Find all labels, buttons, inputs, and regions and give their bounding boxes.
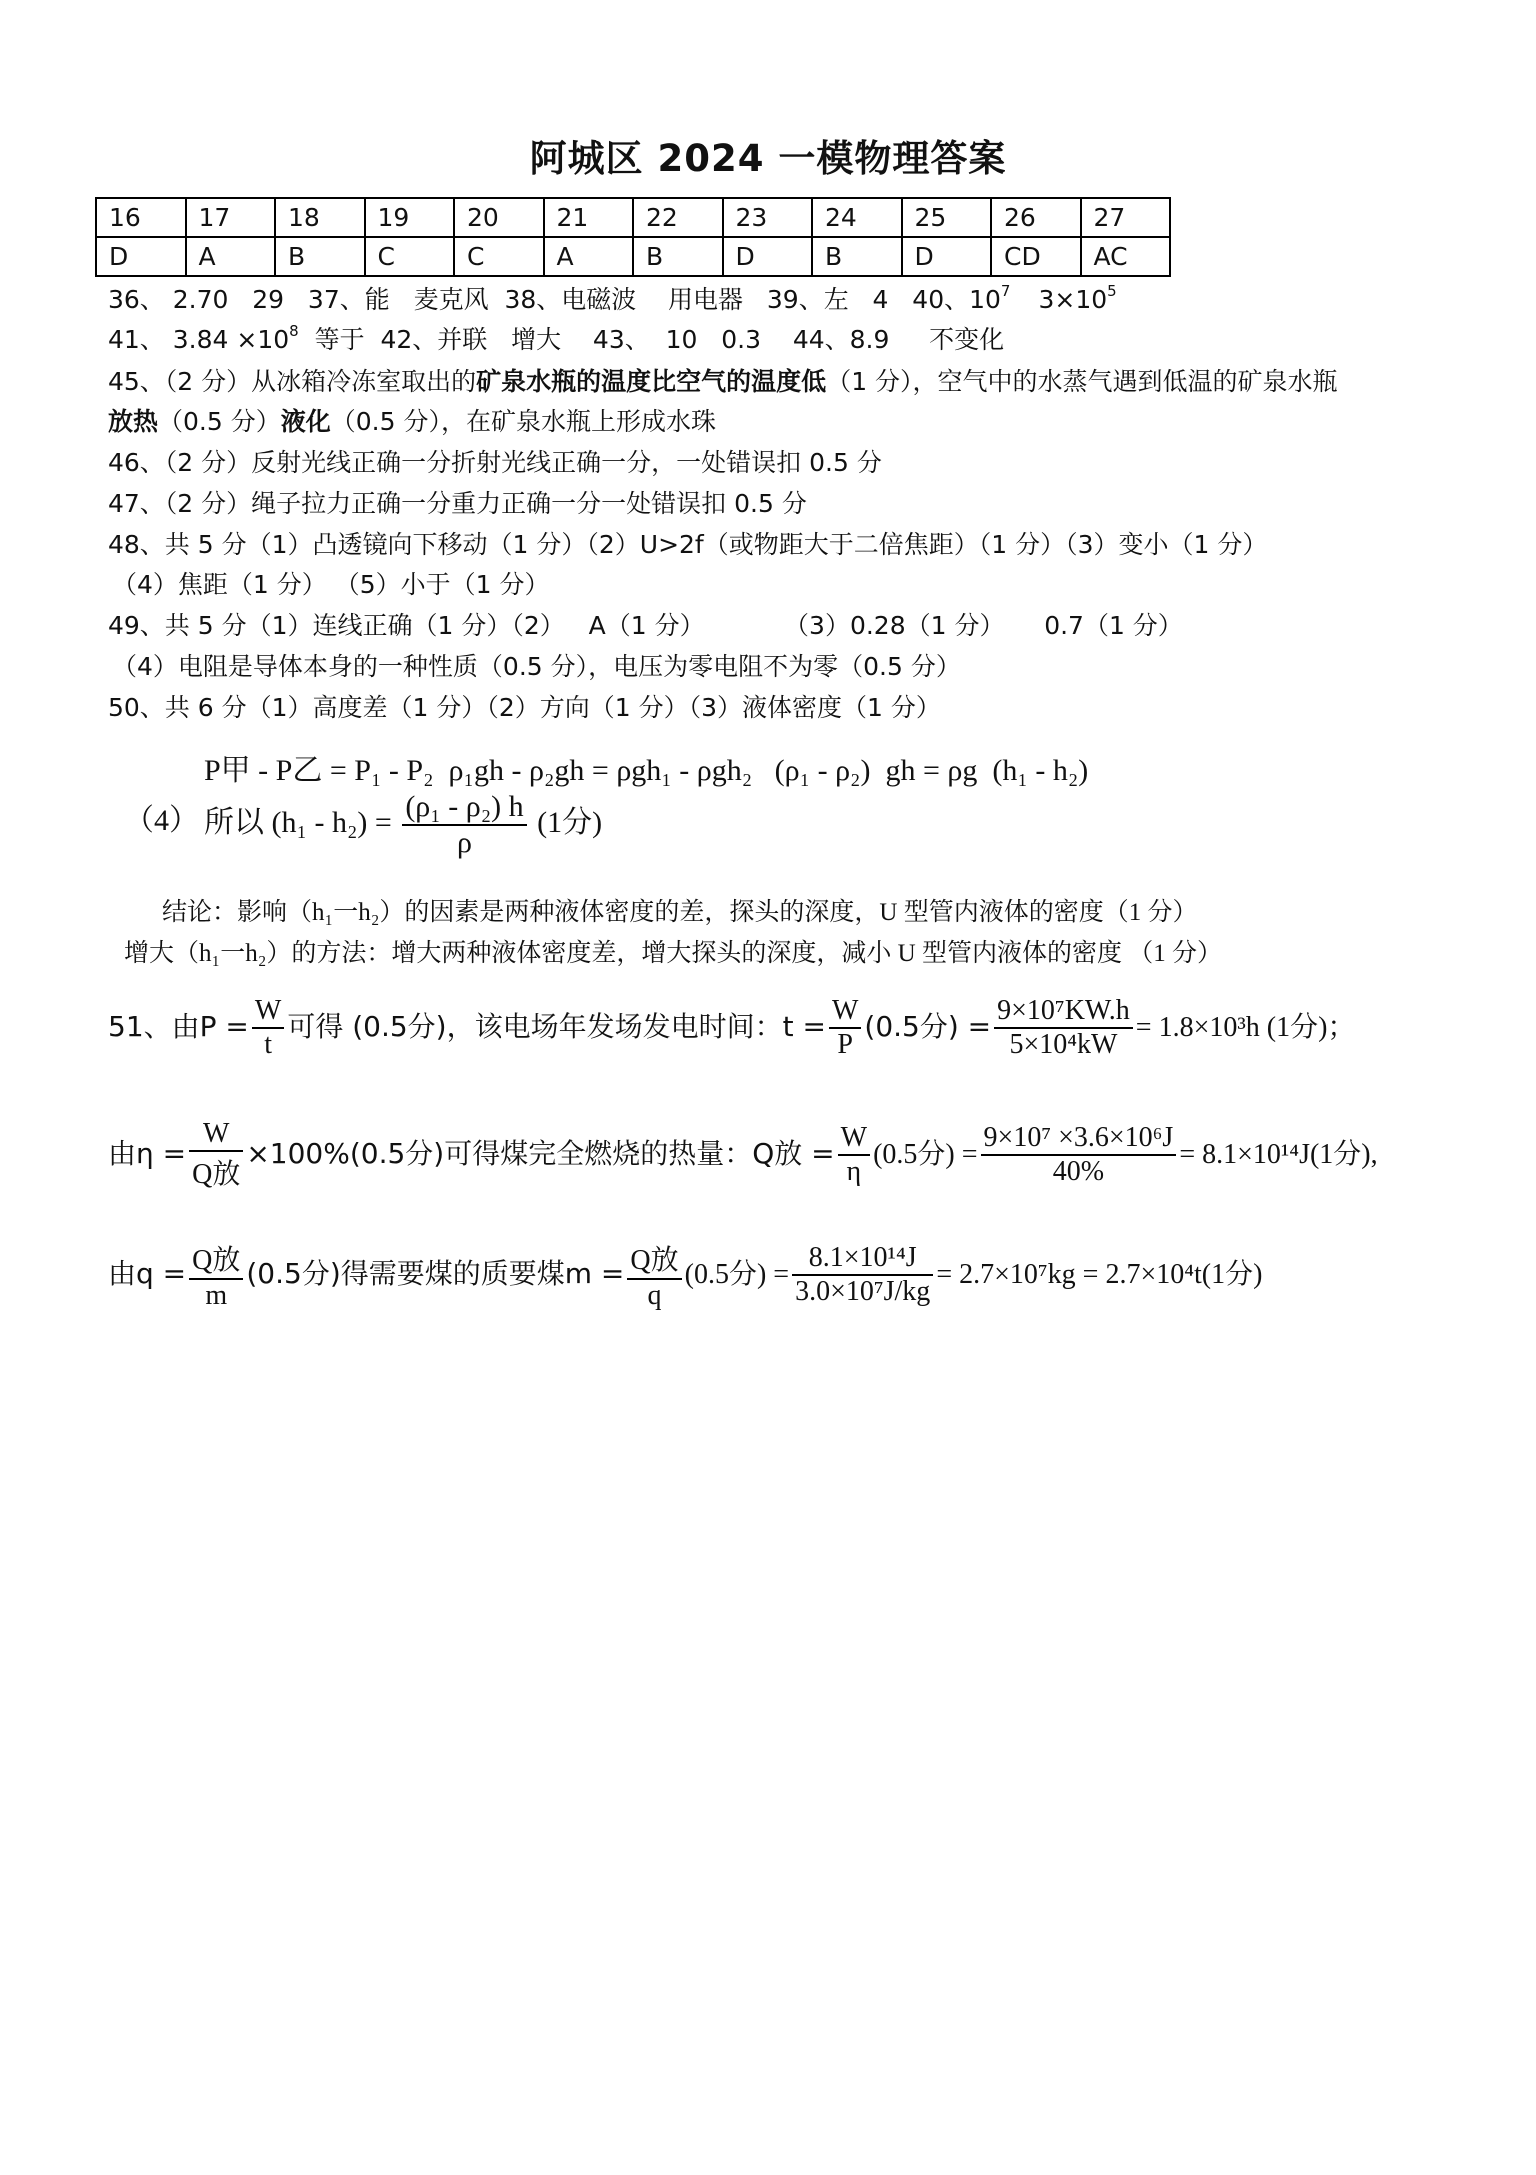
answer-line-45 bbox=[108, 365, 1338, 399]
numerator: 8.1×10¹⁴J bbox=[808, 1242, 917, 1273]
answer-cell: CD bbox=[991, 237, 1081, 276]
answer-line-50: 50、共 6 分（1）高度差（1 分）（2）方向（1 分）（3）液体密度（1 分） bbox=[108, 693, 941, 722]
choice-answer-table bbox=[95, 197, 1171, 277]
answer-line-47: 47、（2 分）绳子拉力正确一分重力正确一分一处错误扣 0.5 分 bbox=[108, 489, 807, 518]
answer-line-48-cont: （4）焦距（1 分） （5）小于（1 分） bbox=[112, 570, 550, 599]
answer-text: 等于 42、并联 增大 43、 10 0.3 44、8.9 不变化 bbox=[298, 325, 1005, 354]
page-title: 阿城区 2024 一模物理答案 bbox=[529, 137, 1007, 180]
numerator: 9×10⁷KW.h bbox=[997, 995, 1130, 1026]
denominator: Q放 bbox=[189, 1150, 243, 1192]
equation-text: (0.5分) = bbox=[864, 1010, 992, 1043]
answer-text: 41、 3.84 ×10 bbox=[108, 325, 290, 354]
answer-line-48: 48、共 5 分（1）凸透镜向下移动（1 分）（2）U>2f（或物距大于二倍焦距）（1 分）（3）变小（1 分） bbox=[108, 530, 1268, 559]
denominator: ρ bbox=[402, 824, 526, 860]
equation-text: = 1.8×10³h (1分)； bbox=[1135, 1012, 1356, 1043]
answer-keypoint: 放热 bbox=[108, 407, 159, 436]
answer-line-45-cont bbox=[108, 405, 716, 439]
equation-text: 51、由P = bbox=[108, 1010, 249, 1043]
answer-cell: D bbox=[96, 237, 186, 276]
numerator: W bbox=[840, 1122, 868, 1153]
denominator: 5×10⁴kW bbox=[994, 1027, 1133, 1061]
answer-cell: B bbox=[633, 237, 723, 276]
equation-height-difference bbox=[204, 790, 602, 860]
answer-cell: C bbox=[454, 237, 544, 276]
exponent: 8 bbox=[289, 322, 299, 340]
question-number-cell: 22 bbox=[633, 198, 723, 237]
fraction bbox=[627, 1238, 681, 1312]
exponent: 5 bbox=[1107, 282, 1117, 300]
exponent: 7 bbox=[1000, 282, 1011, 300]
numerator: Q放 bbox=[630, 1245, 679, 1276]
equation-text: = 2.7×10⁷kg = 2.7×10⁴t(1分) bbox=[936, 1259, 1263, 1290]
equation-text: 所以 (h₁ - h₂) = bbox=[204, 805, 392, 839]
question-number-cell: 17 bbox=[186, 198, 276, 237]
numerator: (ρ₁ - ρ₂) h bbox=[405, 790, 524, 823]
numerator: W bbox=[203, 1118, 230, 1149]
answer-text: （0.5 分），在矿泉水瓶上形成水珠 bbox=[330, 407, 716, 436]
question-number-cell: 20 bbox=[454, 198, 544, 237]
sub-question-label: （4） bbox=[124, 804, 199, 837]
answer-text: 3×10 bbox=[1038, 285, 1108, 314]
question-number-cell: 24 bbox=[812, 198, 902, 237]
equation-text: (0.5分)得需要煤的质要煤m = bbox=[246, 1257, 625, 1290]
answer-keypoint: 液化 bbox=[280, 407, 331, 436]
denominator: 40% bbox=[981, 1154, 1177, 1188]
numerator: 9×10⁷ ×3.6×10⁶J bbox=[983, 1122, 1174, 1153]
equation-text: 由q = bbox=[108, 1257, 187, 1290]
question-number-cell: 21 bbox=[544, 198, 634, 237]
denominator: t bbox=[252, 1027, 284, 1061]
denominator: η bbox=[838, 1154, 870, 1188]
equation-text: (0.5分) = bbox=[684, 1259, 790, 1290]
answer-line-51-time bbox=[108, 995, 1355, 1061]
answer-cell: A bbox=[544, 237, 634, 276]
answer-cell: C bbox=[365, 237, 455, 276]
answer-text: 36、 2.70 29 37、能 麦克风 38、电磁波 用电器 39、左 4 40、10 bbox=[108, 285, 1001, 314]
fraction bbox=[189, 1118, 243, 1192]
answer-text: （0.5 分） bbox=[158, 407, 281, 436]
denominator: m bbox=[189, 1278, 243, 1312]
answer-text: （1 分），空气中的水蒸气遇到低温的矿泉水瓶 bbox=[826, 367, 1338, 396]
answer-cell: D bbox=[723, 237, 813, 276]
question-number-cell: 25 bbox=[902, 198, 992, 237]
equation-text: ×100%(0.5分)可得煤完全燃烧的热量：Q放 = bbox=[246, 1137, 835, 1170]
answer-keypoint: 矿泉水瓶的温度比空气的温度低 bbox=[476, 367, 827, 396]
fraction bbox=[838, 1122, 870, 1188]
answer-line-46: 46、（2 分）反射光线正确一分折射光线正确一分，一处错误扣 0.5 分 bbox=[108, 448, 882, 477]
method-line: 增大（h₁一h₂）的方法：增大两种液体密度差，增大探头的深度，减小 U 型管内液体的密度 （1 分） bbox=[124, 940, 1222, 967]
question-number-cell: 16 bbox=[96, 198, 186, 237]
answer-cell: B bbox=[812, 237, 902, 276]
answer-line-49-cont: （4）电阻是导体本身的一种性质（0.5 分），电压为零电阻不为零（0.5 分） bbox=[112, 652, 961, 681]
equation-text: 由η = bbox=[108, 1137, 187, 1170]
denominator: P bbox=[829, 1027, 861, 1061]
fraction bbox=[189, 1238, 243, 1312]
equation-text: (0.5分) = bbox=[873, 1139, 978, 1170]
equation-text: = 8.1×10¹⁴J(1分), bbox=[1179, 1139, 1378, 1170]
answer-text: 45、（2 分）从冰箱冷冻室取出的 bbox=[108, 367, 477, 396]
fraction bbox=[981, 1122, 1177, 1188]
answer-cell: A bbox=[186, 237, 276, 276]
answer-line-36-40 bbox=[108, 283, 1117, 317]
answer-line-49: 49、共 5 分（1）连线正确（1 分）（2） A（1 分） （3）0.28（1 分） 0.7（1 分） bbox=[108, 611, 1183, 640]
fraction bbox=[792, 1242, 933, 1308]
answer-cell: D bbox=[902, 237, 992, 276]
denominator: q bbox=[627, 1278, 681, 1312]
numerator: W bbox=[254, 995, 282, 1026]
fraction bbox=[829, 995, 861, 1061]
question-number-cell: 26 bbox=[991, 198, 1081, 237]
question-number-cell: 23 bbox=[723, 198, 813, 237]
numerator: Q放 bbox=[192, 1245, 241, 1276]
fraction bbox=[994, 995, 1133, 1061]
fraction bbox=[252, 995, 284, 1061]
answer-line-51-heat bbox=[108, 1118, 1378, 1192]
question-number-cell: 27 bbox=[1081, 198, 1171, 237]
answer-cell: AC bbox=[1081, 237, 1171, 276]
equation-pressure: P甲 - P乙 = P₁ - P₂ ρ₁gh - ρ₂gh = ρgh₁ - ρgh₂ (ρ₁ - ρ₂) gh = ρg (h₁ - h₂) bbox=[204, 754, 1089, 787]
fraction bbox=[402, 790, 526, 860]
numerator: W bbox=[831, 995, 859, 1026]
question-number-row bbox=[96, 198, 1170, 237]
answer-line-41-44 bbox=[108, 323, 1004, 357]
equation-text: (1分) bbox=[537, 805, 603, 839]
answer-line-51-mass bbox=[108, 1238, 1262, 1312]
question-number-cell: 18 bbox=[275, 198, 365, 237]
answer-row bbox=[96, 237, 1170, 276]
answer-cell: B bbox=[275, 237, 365, 276]
conclusion-line: 结论：影响（h₁一h₂）的因素是两种液体密度的差，探头的深度，U 型管内液体的密度（1 分） bbox=[162, 899, 1198, 926]
equation-text: 可得 (0.5分)，该电场年发场发电时间：t = bbox=[287, 1010, 826, 1043]
question-number-cell: 19 bbox=[365, 198, 455, 237]
denominator: 3.0×10⁷J/kg bbox=[792, 1274, 933, 1308]
